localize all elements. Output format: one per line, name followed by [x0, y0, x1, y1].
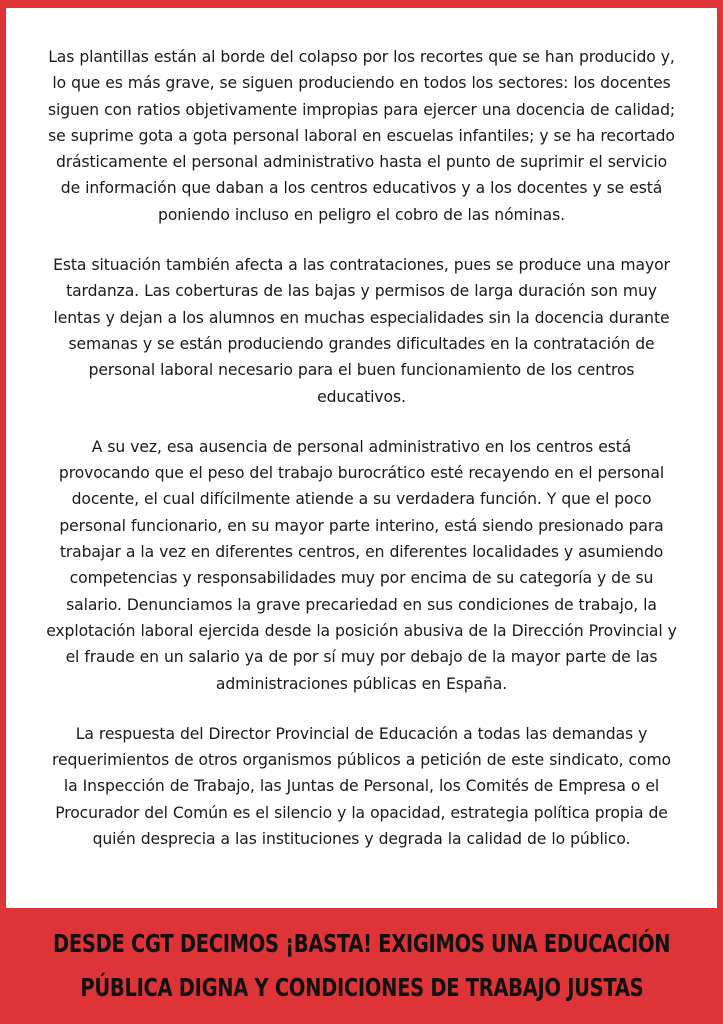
document-page — [6, 8, 717, 908]
slogan-line-1: DESDE CGT DECIMOS ¡BASTA! EXIGIMOS UNA EDUCACIÓN — [52, 929, 671, 958]
slogan-line-2: PÚBLICA DIGNA Y CONDICIONES DE TRABAJO JUSTAS — [80, 973, 643, 1002]
paragraph-1: Las plantillas están al borde del colapso por los recortes que se han producido y, lo que es más grave, se siguen produciendo en todos los sectores: los docentes siguen con ratios objetivamente impropias para ejercer una docencia de calidad; se suprime gota a gota personal laboral en escuelas infantiles; y se ha recortado drásticamente el personal administrativo hasta el punto de suprimir el servicio de información que daban a los centros educativos y a los docentes y se está poniendo incluso en peligro el cobro de las nóminas. — [47, 48, 676, 224]
paragraph-3: A su vez, esa ausencia de personal administrativo en los centros está provocando que el peso del trabajo burocrático esté recayendo en el personal docente, el cual difícilmente atiende a su verdadera función. Y que el poco personal funcionario, en su mayor parte interino, está siendo presionado para trabajar a la vez en diferentes centros, en diferentes localidades y asumiendo competencias y responsabilidades muy por encima de su categoría y de su salario. Denunciamos la grave precariedad en sus condiciones de trabajo, la explotación laboral ejercida desde la posición abusiva de la Dirección Provincial y el fraude en un salario ya de por sí muy por debajo de la mayor parte de las administraciones públicas en España. — [46, 437, 677, 693]
slogan-banner — [0, 908, 723, 1024]
document-body — [46, 44, 677, 852]
paragraph-4: La respuesta del Director Provincial de Educación a todas las demandas y requerimientos de otros organismos públicos a petición de este sindicato, como la Inspección de Trabajo, las Juntas de Personal, los Comités de Empresa o el Procurador del Común es el silencio y la opacidad, estrategia política propia de quién desprecia a las instituciones y degrada la calidad de lo público. — [51, 724, 672, 849]
paragraph-2: Esta situación también afecta a las contrataciones, pues se produce una mayor tardanza. Las coberturas de las bajas y permisos de larga duración son muy lentas y dejan a los alumnos en muchas especialidades sin la docencia durante semanas y se están produciendo grandes dificultades en la contratación de personal laboral necesario para el buen funcionamiento de los centros educativos. — [53, 256, 670, 406]
